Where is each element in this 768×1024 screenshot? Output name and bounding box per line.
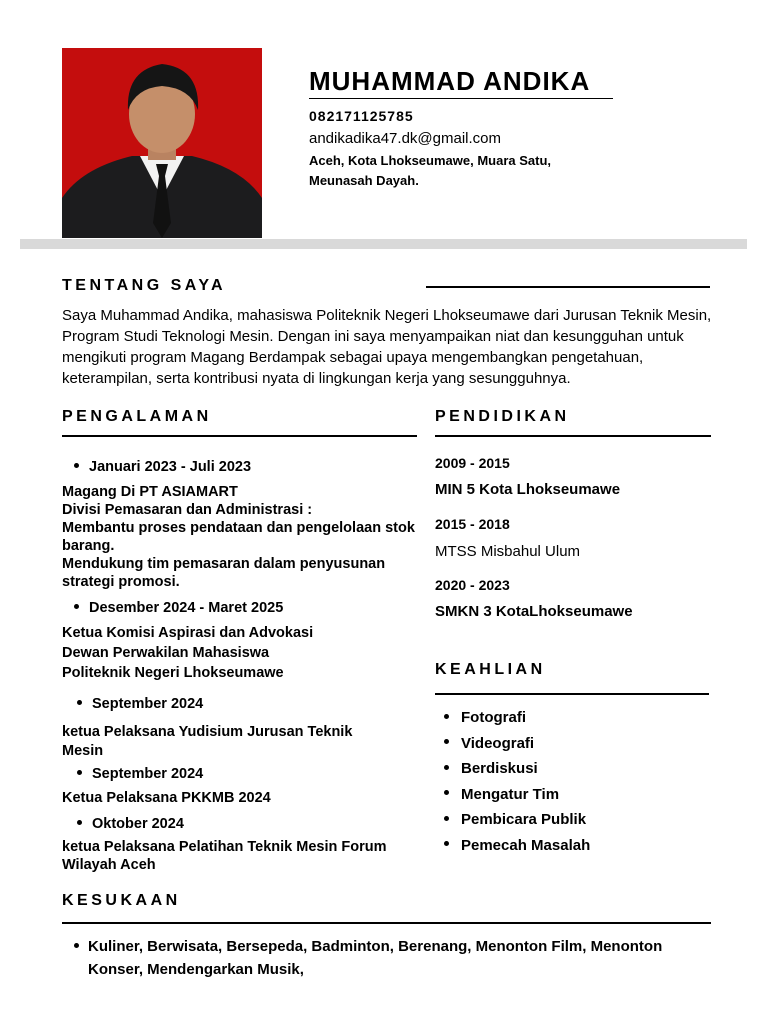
about-heading-rule [426, 286, 710, 288]
profile-photo [62, 48, 262, 238]
full-name: MUHAMMAD ANDIKA [309, 66, 591, 96]
education-heading-rule [435, 435, 711, 437]
experience-date: Oktober 2024 [77, 816, 184, 832]
bullet-icon [444, 790, 449, 795]
skill-item: Berdiskusi [444, 760, 590, 786]
bullet-icon [74, 604, 79, 609]
bullet-icon [444, 765, 449, 770]
education-school: MIN 5 Kota Lhokseumawe [435, 481, 621, 498]
person-photo-icon [62, 48, 262, 238]
education-years: 2020 - 2023 [435, 577, 510, 593]
header-divider-band [20, 239, 747, 249]
bullet-icon [444, 739, 449, 744]
bullet-icon [74, 943, 79, 948]
experience-date: September 2024 [77, 766, 203, 782]
experience-date: Desember 2024 - Maret 2025 [74, 600, 283, 616]
education-school: SMKN 3 KotaLhokseumawe [435, 603, 633, 620]
hobbies-heading: KESUKAAN [62, 892, 181, 909]
bullet-icon [74, 463, 79, 468]
education-heading: PENDIDIKAN [435, 408, 570, 425]
bullet-icon [77, 820, 82, 825]
skills-heading-rule [435, 693, 709, 695]
home-address: Aceh, Kota Lhokseumawe, Muara Satu, Meunasah Dayah. [309, 153, 552, 188]
education-school: MTSS Misbahul Ulum [435, 543, 581, 560]
experience-date: Januari 2023 - Juli 2023 [74, 459, 251, 475]
skill-item: Pembicara Publik [444, 811, 590, 837]
experience-date: September 2024 [77, 696, 203, 712]
experience-heading: PENGALAMAN [62, 408, 212, 425]
skills-list [444, 709, 590, 862]
bullet-icon [77, 700, 82, 705]
education-years: 2009 - 2015 [435, 455, 510, 471]
hobbies-heading-rule [62, 922, 711, 924]
skill-item: Pemecah Masalah [444, 837, 590, 863]
experience-entry: Ketua Komisi Aspirasi dan Advokasi Dewan Perwakilan Mahasiswa Politeknik Negeri Lhokseumawe [62, 625, 314, 681]
skill-item: Mengatur Tim [444, 786, 590, 812]
email-address: andikadika47.dk@gmail.com [309, 130, 501, 147]
bullet-icon [444, 714, 449, 719]
name-underline [309, 98, 613, 99]
experience-entry: ketua Pelaksana Pelatihan Teknik Mesin Forum Wilayah Aceh [62, 839, 387, 873]
education-years: 2015 - 2018 [435, 516, 510, 532]
experience-heading-rule [62, 435, 417, 437]
skills-heading: KEAHLIAN [435, 661, 546, 678]
bullet-icon [77, 770, 82, 775]
experience-entry: ketua Pelaksana Yudisium Jurusan Teknik Mesin [62, 724, 353, 759]
experience-entry: Magang Di PT ASIAMART Divisi Pemasaran dan Administrasi : Membantu proses pendataan dan pengelolaan stok barang. Mendukung tim pemasaran dalam penyusunan strategi promosi. [62, 484, 415, 590]
skill-item: Fotografi [444, 709, 590, 735]
about-heading: TENTANG SAYA [62, 277, 227, 294]
hobbies-text: Kuliner, Berwisata, Bersepeda, Badminton, Berenang, Menonton Film, Menonton Konser, Mendengarkan Musik, [88, 938, 663, 978]
about-text: Saya Muhammad Andika, mahasiswa Politeknik Negeri Lhokseumawe dari Jurusan Teknik Mesin, Program Studi Teknologi Mesin. Dengan ini saya menyampaikan niat dan kesungguhan untuk mengikuti program Magang Berdampak sebagai upaya mengembangkan pengetahuan, keterampilan, serta kontribusi nyata di lingkungan kerja yang sesungguhnya. [62, 307, 712, 387]
skill-item: Videografi [444, 735, 590, 761]
bullet-icon [444, 841, 449, 846]
bullet-icon [444, 816, 449, 821]
phone-number: 082171125785 [309, 108, 414, 124]
experience-entry: Ketua Pelaksana PKKMB 2024 [62, 790, 271, 806]
